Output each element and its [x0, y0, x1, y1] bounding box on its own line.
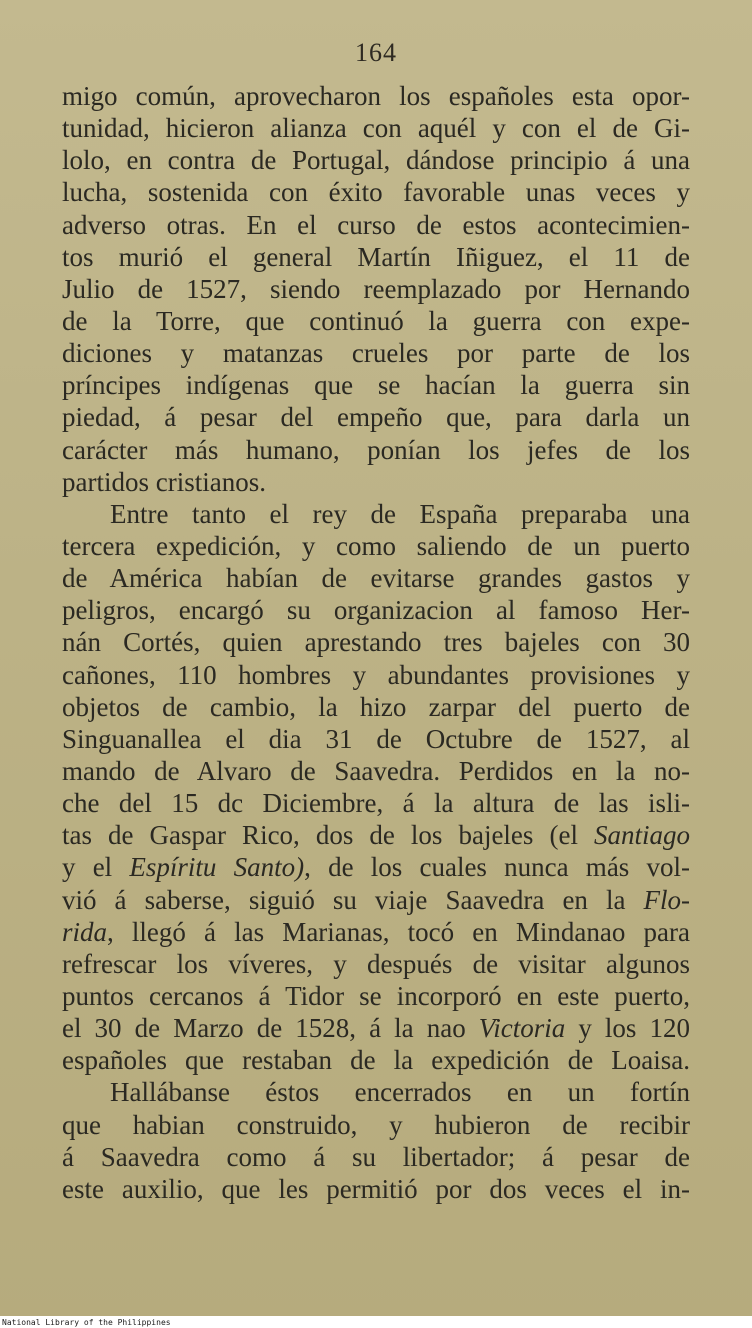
body-text	[62, 80, 690, 1205]
text-line: de América habían de evitarse grandes gastos y	[62, 563, 690, 594]
text-run: y el	[62, 852, 130, 883]
text-run: y los 120	[565, 1013, 690, 1044]
text-line: cañones, 110 hombres y abundantes provisiones y	[62, 659, 690, 690]
text-line: peligros, encargó su organizacion al famoso Her-	[62, 595, 690, 626]
text-line: refrescar los víveres, y después de visitar algunos	[62, 948, 690, 979]
text-line	[62, 1012, 690, 1044]
italic-run: Victoria	[478, 1013, 566, 1044]
text-line: Entre tanto el rey de España preparaba una	[110, 498, 690, 529]
text-line: piedad, á pesar del empeño que, para darla un	[62, 402, 690, 433]
text-line	[62, 851, 690, 883]
page-number: 164	[355, 38, 397, 67]
italic-run: Santiago	[593, 820, 690, 851]
text-line: este auxilio, que les permitió por dos veces el in-	[62, 1173, 690, 1204]
text-line: tercera expedición, y como saliendo de un puerto	[62, 530, 690, 561]
text-line: Singuanallea el dia 31 de Octubre de 1527, al	[62, 723, 690, 754]
text-line: mando de Alvaro de Saavedra. Perdidos en la no-	[62, 755, 690, 786]
text-line: tos murió el general Martín Iñiguez, el 11 de	[62, 241, 690, 272]
text-run: el 30 de Marzo de 1528, á la nao	[62, 1013, 479, 1044]
text-run: , de los cuales nunca más vol-	[304, 852, 690, 883]
text-line: Hallábanse éstos encerrados en un fortín	[110, 1077, 690, 1108]
text-line: carácter más humano, ponían los jefes de los	[62, 434, 690, 465]
italic-run: Flo-	[643, 884, 690, 915]
text-line: adverso otras. En el curso de estos acontecimien-	[62, 209, 690, 240]
text-line: objetos de cambio, la hizo zarpar del puerto de	[62, 691, 690, 722]
text-line: puntos cercanos á Tidor se incorporó en este puerto,	[62, 980, 690, 1011]
text-line: tunidad, hicieron alianza con aquél y con el de Gi-	[62, 113, 690, 144]
italic-run: Espíritu Santo)	[129, 852, 305, 883]
text-run: vió á saberse, siguió su viaje Saavedra en la	[62, 884, 644, 915]
text-line: lucha, sostenida con éxito favorable unas veces y	[62, 177, 690, 208]
text-line: de la Torre, que continuó la guerra con expe-	[62, 305, 690, 336]
text-line: migo común, aprovecharon los españoles esta opor-	[62, 81, 690, 111]
text-line: nán Cortés, quien aprestando tres bajeles con 30	[62, 627, 690, 658]
text-line: príncipes indígenas que se hacían la guerra sin	[62, 370, 690, 401]
text-line: españoles que restaban de la expedición de Loaisa.	[62, 1045, 690, 1076]
text-line: che del 15 dc Diciembre, á la altura de las isli-	[62, 788, 690, 819]
text-run: tas de Gaspar Rico, dos de los bajeles (el	[62, 820, 594, 851]
library-credit: National Library of the Philippines	[2, 1318, 171, 1327]
text-run: , llegó á las Marianas, tocó en Mindanao para	[107, 916, 690, 947]
text-line: que habian construido, y hubieron de recibir	[62, 1109, 690, 1140]
text-line: lolo, en contra de Portugal, dándose principio á una	[62, 145, 690, 176]
italic-run: rida	[62, 916, 108, 947]
text-line: á Saavedra como á su libertador; á pesar de	[62, 1141, 690, 1172]
text-line	[62, 916, 690, 948]
text-line: diciones y matanzas crueles por parte de los	[62, 338, 690, 369]
text-line: Julio de 1527, siendo reemplazado por Hernando	[62, 273, 690, 304]
text-line	[62, 819, 690, 851]
text-line: partidos cristianos.	[62, 466, 266, 497]
text-line	[62, 884, 690, 916]
